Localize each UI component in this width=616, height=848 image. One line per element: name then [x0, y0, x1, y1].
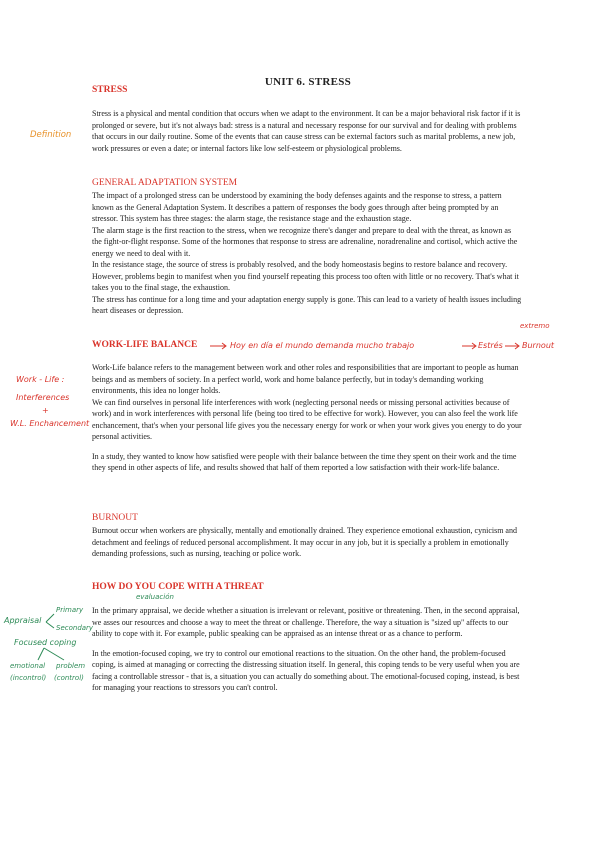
problem-margin-note: problem: [56, 662, 86, 670]
stress-paragraph: [92, 108, 522, 154]
primary-margin-note: Primary: [56, 606, 84, 614]
emotional-margin-note: emotional: [10, 662, 46, 670]
gas-paragraph-4: The stress has continue for a long time and your adaptation energy supply is gone. This can lead to a variety of health issues including heart diseases or depression.: [92, 294, 522, 315]
wlb-margin-note-2: Interferences: [16, 393, 70, 402]
burnout-heading: BURNOUT: [92, 513, 138, 523]
control-margin-note: (control): [54, 674, 84, 682]
gas-section: [92, 190, 522, 317]
wlb-paragraph-2: We can find ourselves in personal life interferences with work (neglecting personal needs or missing personal activities because of work) and in work interferences with personal life (being too tired to be effective for work). However, you can also feel the work life enchancement, that's when your personal life gives you the necessary energy for work or when your work gives you energy to do your personal activities.: [92, 397, 522, 441]
stress-heading: STRESS: [92, 85, 128, 95]
burnout-text: Burnout occur when workers are physically, mentally and emotionally drained. They experience emotional exhaustion, cynicism and detachment and feelings of reduced personal accomplishment. It may occur in any job, but it is specially a problem in emotionally demanding professions, such as nursing, teaching or police work.: [92, 526, 517, 558]
appraisal-margin-note: Appraisal: [4, 616, 42, 625]
cope-heading: HOW DO YOU COPE WITH A THREAT: [92, 582, 264, 592]
incontrol-margin-note: (incontrol): [10, 674, 47, 682]
wlb-heading: WORK-LIFE BALANCE: [92, 340, 198, 350]
evaluacion-note: evaluación: [136, 593, 174, 601]
cope-paragraph-1: In the primary appraisal, we decide whether a situation is irrelevant or relevant, positive or threatening. Then, in the second appraisal, we asses our resources and choose a way to meet the threat or challenge. Therefore, the way a situation is "sized up" affects to our ability to cope with it. For example, public speaking can be appraised as an intense threat or as a chance to perform.: [92, 606, 520, 638]
wlb-paragraph-1: Work-Life balance refers to the management between work and other roles and responsibilities that are important to people as human beings and as members of society. In a perfect world, work and home balance perfectly, but in today's demanding working environments, this idea no longer holds.: [92, 363, 519, 395]
gas-heading: GENERAL ADAPTATION SYSTEM: [92, 178, 238, 188]
burnout-note: Burnout: [522, 341, 555, 350]
stress-text: Stress is a physical and mental condition that occurs when we adapt to the environment. It can be a major behavioral risk factor if it is prolonged or severe, but it's not always bad: stress is a natural and necessary response for our survival and for dealing with problems that occurs in our daily routine. Some of the events that can cause stress can be external factors such as marital problems, a new job, work pressures or even a date; or internal factors like low self-esteem or physiological problems.: [92, 109, 521, 153]
wlb-margin-note-1: Work - Life :: [16, 375, 65, 384]
secondary-margin-note: Secondary: [56, 624, 94, 632]
cope-paragraph-2: In the emotion-focused coping, we try to control our emotional reactions to the situation. On the other hand, the problem-focused coping, is aimed at managing or correcting the distressing situation itself. In general, this coping tends to be very useful when you are facing a controllable stressor - that is, a situation you can actually do something about. The emotional-focused coping, instead, is best for managing your reactions to stressors you can't control.: [92, 648, 520, 692]
gas-paragraph-3: In the resistance stage, the source of stress is probably resolved, and the body homeostasis begins to restore balance and recovery. However, problems begin to manifest when you find yourself repeating this process too often with little or no recovery. That's what it takes you to the final stage, the exhaustion.: [92, 260, 519, 292]
gas-paragraph-2: The alarm stage is the first reaction to the stress, when we recognize there's danger and prepare to deal with the threat, as known as the fight-or-flight response. Some of the hormones that response to stress are adrenaline, noradrenaline and cortisol, which active the energy we need to deal with it.: [92, 225, 518, 258]
wlb-section: [92, 362, 522, 474]
gas-paragraph-1: The impact of a prolonged stress can be understood by examining the body defenses againts and the response to stress, a pattern known as the General Adaptation System. It describes a pattern of responses the body goes through after being prompted by an stressor. This system has three stages: the alarm stage, the resistance stage and the exhaustion stage.: [92, 191, 502, 223]
wlb-margin-note-3: +: [42, 406, 49, 415]
extremo-note: extremo: [520, 322, 550, 330]
wlb-paragraph-3: In a study, they wanted to know how satisfied were people with their balance between the time they spent on their work and the time they spend in other aspects of life, and results showed that half of them reported a low satisfaction with their work-life balance.: [92, 451, 517, 472]
appraisal-brace: [46, 614, 54, 628]
wlb-arrow-note: Hoy en día el mundo demanda mucho trabajo: [230, 341, 415, 350]
burnout-section: [92, 525, 522, 560]
page-title: UNIT 6. STRESS: [264, 76, 352, 88]
focused-coping-margin-note: Focused coping: [14, 638, 77, 647]
cope-section: [92, 605, 522, 694]
coping-branches: [38, 648, 64, 660]
estres-note: Estrés: [478, 341, 503, 350]
wlb-margin-note-4: W.L. Enchancement: [10, 419, 90, 428]
definition-margin-note: Definition: [30, 130, 72, 140]
